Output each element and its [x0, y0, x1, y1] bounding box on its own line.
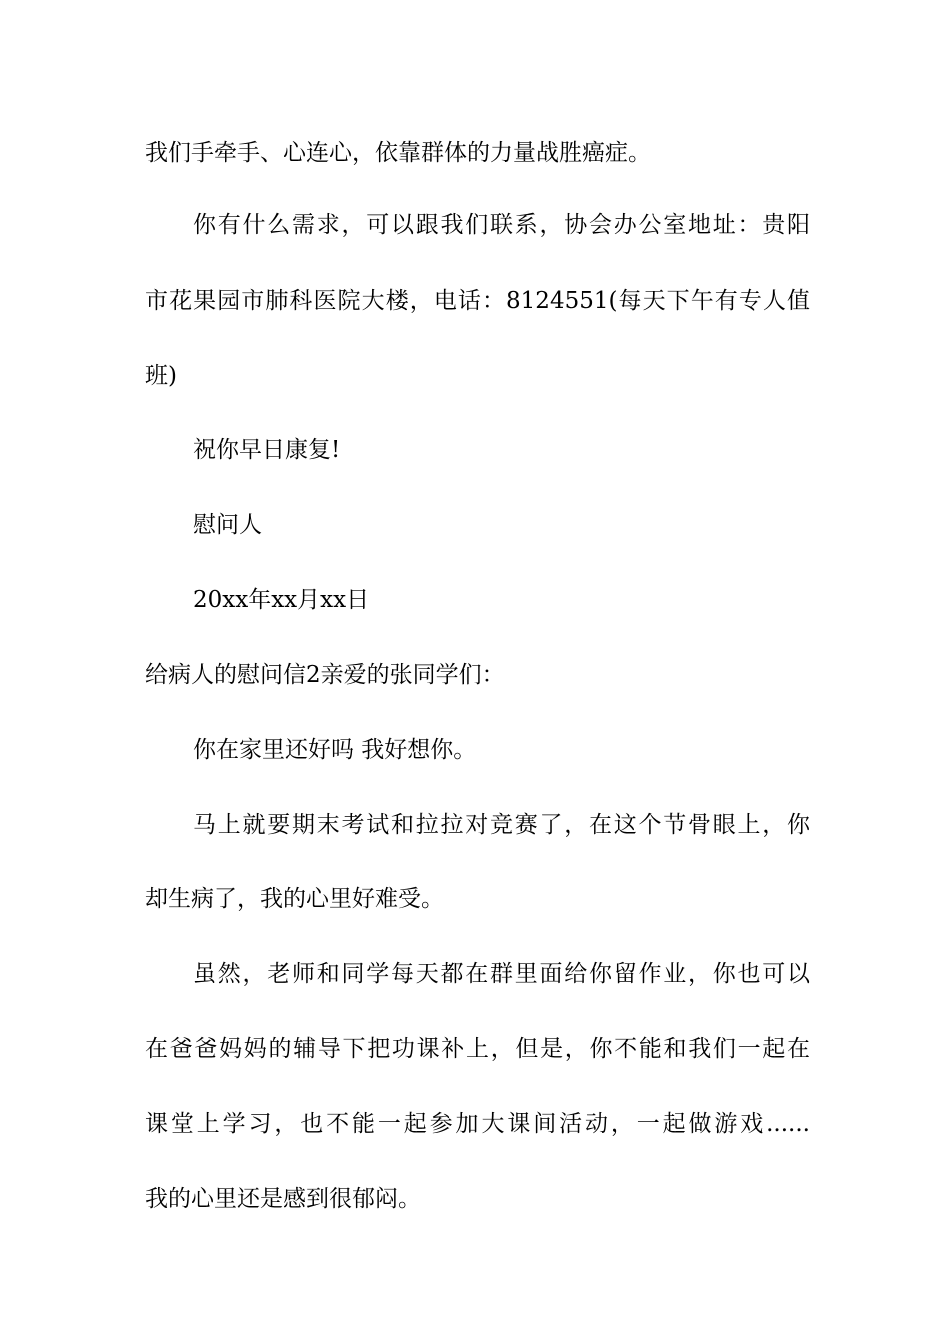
text-line: 祝你早日康复! — [193, 437, 341, 463]
text-line: 马上就要期末考试和拉拉对竞赛了，在这个节骨眼上，你 — [193, 812, 810, 838]
date-line: 20xx年xx月xx日 — [193, 587, 370, 613]
text-line: 市花果园市肺科医院大楼，电话：8124551(每天下午有专人值 — [145, 288, 810, 314]
text-line: 课堂上学习，也不能一起参加大课间活动，一起做游戏...... — [145, 1111, 810, 1137]
text-line: 我们手牵手、心连心，依靠群体的力量战胜癌症。 — [145, 140, 651, 166]
text-line: 慰问人 — [193, 512, 262, 538]
text-line: 在爸爸妈妈的辅导下把功课补上，但是，你不能和我们一起在 — [145, 1036, 810, 1062]
text-line: 我的心里还是感到很郁闷。 — [145, 1186, 421, 1212]
text-line: 虽然，老师和同学每天都在群里面给你留作业，你也可以 — [193, 961, 810, 987]
text-line: 班) — [145, 363, 177, 389]
text-line: 却生病了，我的心里好难受。 — [145, 886, 444, 912]
text-line: 你有什么需求，可以跟我们联系，协会办公室地址：贵阳 — [193, 212, 810, 238]
section-heading: 给病人的慰问信2亲爱的张同学们： — [145, 662, 505, 688]
text-line: 你在家里还好吗 我好想你。 — [193, 737, 477, 763]
